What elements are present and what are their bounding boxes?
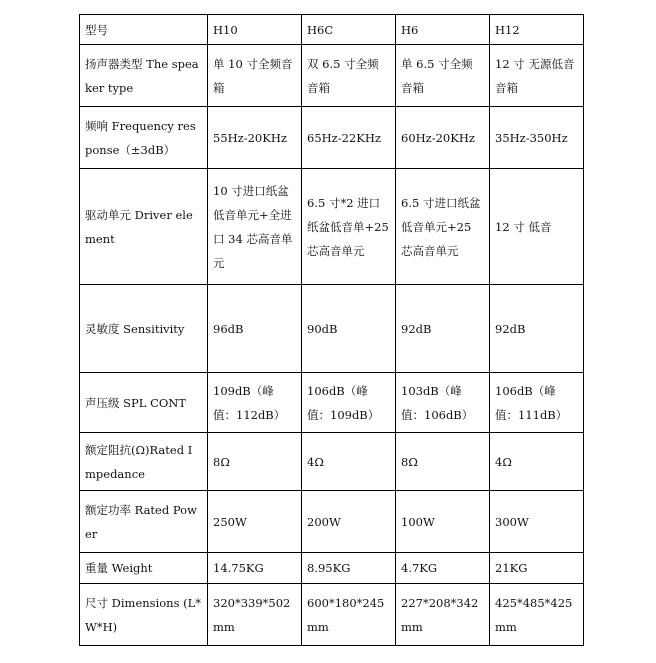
row-dimensions (80, 584, 584, 646)
model-h6c: H6C (302, 15, 396, 45)
value-speaker-type-h12: 12 寸 无源低音音箱 (490, 45, 584, 107)
value-driver-h6c: 6.5 寸*2 进口纸盆低音单+25 芯高音单元 (302, 169, 396, 285)
model-h12: H12 (490, 15, 584, 45)
label-rated-power: 额定功率 Rated Power (80, 491, 208, 553)
spec-table (79, 14, 584, 646)
value-power-h12: 300W (490, 491, 584, 553)
row-sensitivity (80, 285, 584, 373)
value-driver-h10: 10 寸进口纸盆低音单元+全进口 34 芯高音单元 (208, 169, 302, 285)
value-spl-h10: 109dB（峰值：112dB） (208, 373, 302, 433)
value-spl-h12: 106dB（峰值：111dB） (490, 373, 584, 433)
value-impedance-h10: 8Ω (208, 433, 302, 491)
value-power-h6c: 200W (302, 491, 396, 553)
value-power-h6: 100W (396, 491, 490, 553)
value-frequency-h12: 35Hz-350Hz (490, 107, 584, 169)
row-rated-impedance (80, 433, 584, 491)
value-weight-h10: 14.75KG (208, 553, 302, 584)
value-weight-h6: 4.7KG (396, 553, 490, 584)
value-weight-h6c: 8.95KG (302, 553, 396, 584)
row-rated-power (80, 491, 584, 553)
value-sensitivity-h12: 92dB (490, 285, 584, 373)
value-power-h10: 250W (208, 491, 302, 553)
row-spl (80, 373, 584, 433)
value-weight-h12: 21KG (490, 553, 584, 584)
label-dimensions: 尺寸 Dimensions (L*W*H) (80, 584, 208, 646)
value-sensitivity-h6: 92dB (396, 285, 490, 373)
model-h6: H6 (396, 15, 490, 45)
value-spl-h6c: 106dB（峰值：109dB） (302, 373, 396, 433)
label-spl: 声压级 SPL CONT (80, 373, 208, 433)
value-frequency-h10: 55Hz-20KHz (208, 107, 302, 169)
value-impedance-h12: 4Ω (490, 433, 584, 491)
row-speaker-type (80, 45, 584, 107)
row-frequency-response (80, 107, 584, 169)
value-driver-h6: 6.5 寸进口纸盆低音单元+25 芯高音单元 (396, 169, 490, 285)
header-label: 型号 (80, 15, 208, 45)
value-sensitivity-h10: 96dB (208, 285, 302, 373)
label-sensitivity: 灵敏度 Sensitivity (80, 285, 208, 373)
row-weight (80, 553, 584, 584)
value-speaker-type-h6: 单 6.5 寸全频音箱 (396, 45, 490, 107)
value-impedance-h6c: 4Ω (302, 433, 396, 491)
value-sensitivity-h6c: 90dB (302, 285, 396, 373)
label-rated-impedance: 额定阻抗(Ω)Rated Impedance (80, 433, 208, 491)
value-dimensions-h6: 227*208*342mm (396, 584, 490, 646)
label-weight: 重量 Weight (80, 553, 208, 584)
value-impedance-h6: 8Ω (396, 433, 490, 491)
value-driver-h12: 12 寸 低音 (490, 169, 584, 285)
value-frequency-h6: 60Hz-20KHz (396, 107, 490, 169)
row-driver-element (80, 169, 584, 285)
value-speaker-type-h10: 单 10 寸全频音箱 (208, 45, 302, 107)
value-dimensions-h12: 425*485*425mm (490, 584, 584, 646)
header-row (80, 15, 584, 45)
label-frequency-response: 频响 Frequency response（±3dB） (80, 107, 208, 169)
label-driver-element: 驱动单元 Driver element (80, 169, 208, 285)
value-spl-h6: 103dB（峰值：106dB） (396, 373, 490, 433)
model-h10: H10 (208, 15, 302, 45)
label-speaker-type: 扬声器类型 The speaker type (80, 45, 208, 107)
value-frequency-h6c: 65Hz-22KHz (302, 107, 396, 169)
value-dimensions-h6c: 600*180*245mm (302, 584, 396, 646)
value-speaker-type-h6c: 双 6.5 寸全频音箱 (302, 45, 396, 107)
value-dimensions-h10: 320*339*502mm (208, 584, 302, 646)
